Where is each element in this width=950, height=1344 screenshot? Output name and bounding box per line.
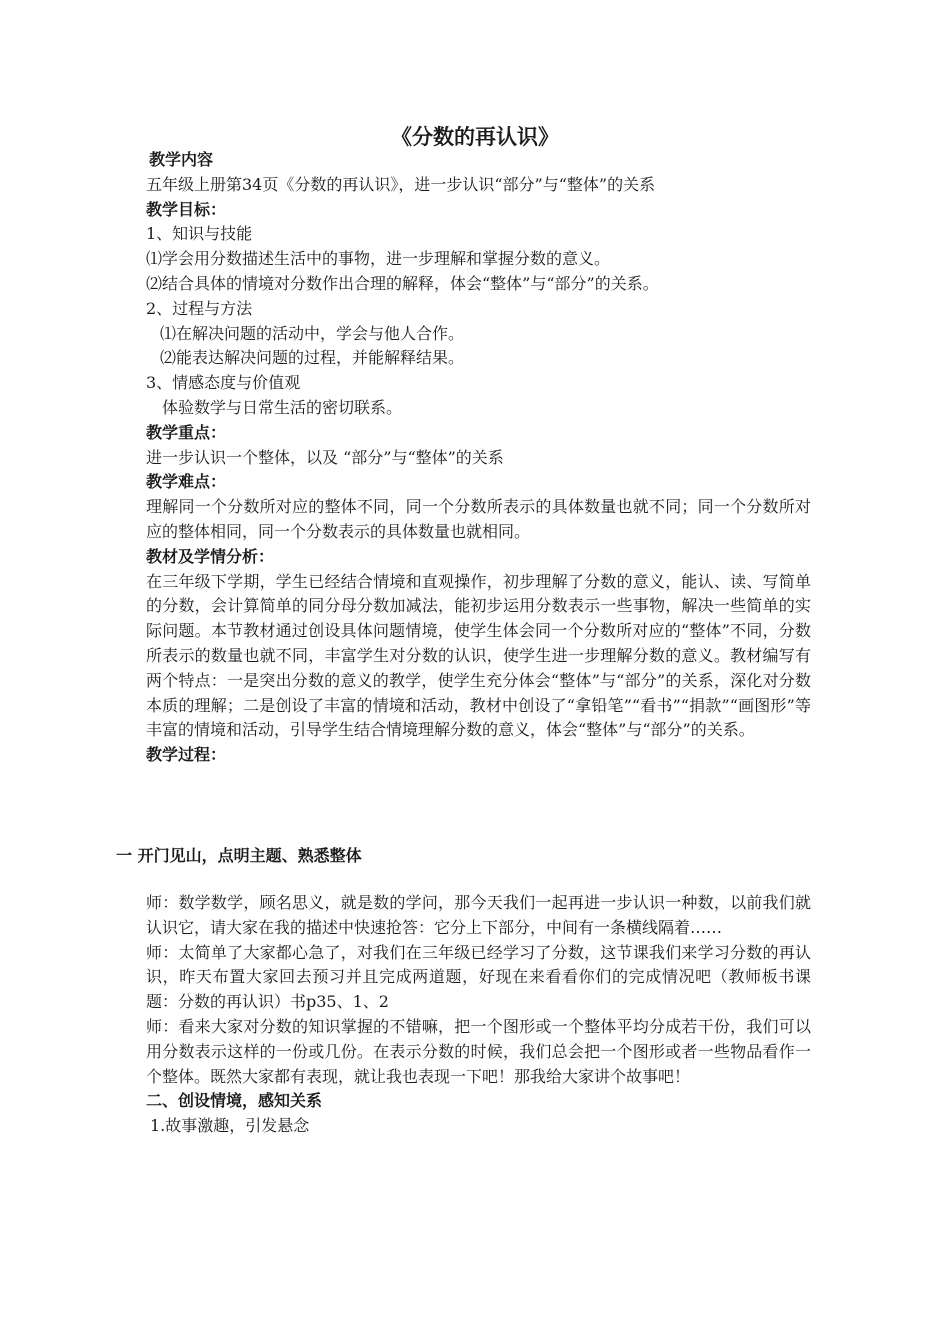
- content-heading: 教学内容: [149, 150, 214, 169]
- goals-heading: 教学目标：: [146, 199, 227, 219]
- goal-3-a: 体验数学与日常生活的密切联系。: [162, 397, 403, 417]
- goal-1-b: ⑵结合具体的情境对分数作出合理的解释，体会“整体”与“部分”的关系。: [146, 273, 659, 293]
- section-2-heading: 二、创设情境，感知关系: [146, 1091, 323, 1111]
- section-1-heading: 一 开门见山，点明主题、熟悉整体: [116, 846, 362, 865]
- key-heading: 教学重点：: [146, 422, 227, 442]
- teacher-paragraph-3: 师：看来大家对分数的知识掌握的不错嘛，把一个图形或一个整体平均分成若干份，我们可以用分数表示这样的一份或几份。在表示分数的时候，我们总会把一个图形或者一些物品看作一个整体。既然大家都有表现，就让我也表现一下吧！那我给大家讲个故事吧！: [146, 1016, 811, 1086]
- content-text: 五年级上册第34页《分数的再认识》，进一步认识“部分”与“整体”的关系: [146, 174, 656, 194]
- goal-1-a: ⑴学会用分数描述生活中的事物，进一步理解和掌握分数的意义。: [146, 249, 611, 269]
- goal-2-a: ⑴在解决问题的活动中，学会与他人合作。: [160, 323, 465, 343]
- teacher-paragraph-1: 师：数学数学，顾名思义，就是数的学问，那今天我们一起再进一步认识一种数，以前我们就认识它，请大家在我的描述中快速抢答：它分上下部分，中间有一条横线隔着……: [146, 893, 811, 937]
- lesson-process-block: [146, 891, 811, 1139]
- process-heading: 教学过程：: [146, 745, 227, 765]
- document-title: 《分数的再认识》: [391, 125, 559, 149]
- lesson-plan-header-block: [146, 148, 811, 768]
- key-text: 进一步认识一个整体，以及 “部分”与“整体”的关系: [146, 447, 504, 467]
- analysis-heading: 教材及学情分析：: [146, 546, 275, 566]
- goal-3: 3、情感态度与价值观: [146, 373, 301, 393]
- goal-2-b: ⑵能表达解决问题的过程，并能解释结果。: [160, 348, 465, 368]
- goal-2: 2、过程与方法: [146, 298, 253, 318]
- difficulty-heading: 教学难点：: [146, 472, 227, 492]
- difficulty-text: 理解同一个分数所对应的整体不同，同一个分数所表示的具体数量也就不同；同一个分数所对应的整体相同，同一个分数表示的具体数量也就相同。: [146, 497, 811, 541]
- goal-1: 1、知识与技能: [146, 224, 253, 244]
- section-2-item-1: 1.故事激趣，引发悬念: [150, 1116, 310, 1136]
- analysis-text: 在三年级下学期，学生已经结合情境和直观操作，初步理解了分数的意义，能认、读、写简单的分数，会计算简单的同分母分数加减法，能初步运用分数表示一些事物，解决一些简单的实际问题。本节教材通过创设具体问题情境，使学生体会同一个分数所对应的“整体”不同，分数所表示的数量也就不同，丰富学生对分数的认识，使学生进一步理解分数的意义。教材编写有两个特点：一是突出分数的意义的教学，使学生充分体会“整体”与“部分”的关系，深化对分数本质的理解；二是创设了丰富的情境和活动，教材中创设了“拿铅笔”“看书”“捐款”“画图形”等丰富的情境和活动，引导学生结合情境理解分数的意义，体会“整体”与“部分”的关系。: [146, 571, 811, 740]
- teacher-paragraph-2: 师：太简单了大家都心急了，对我们在三年级已经学习了分数，这节课我们来学习分数的再认识，昨天布置大家回去预习并且完成两道题，好现在来看看你们的完成情况吧（教师板书课题：分数的再认识）书p35、1、2: [146, 942, 811, 1012]
